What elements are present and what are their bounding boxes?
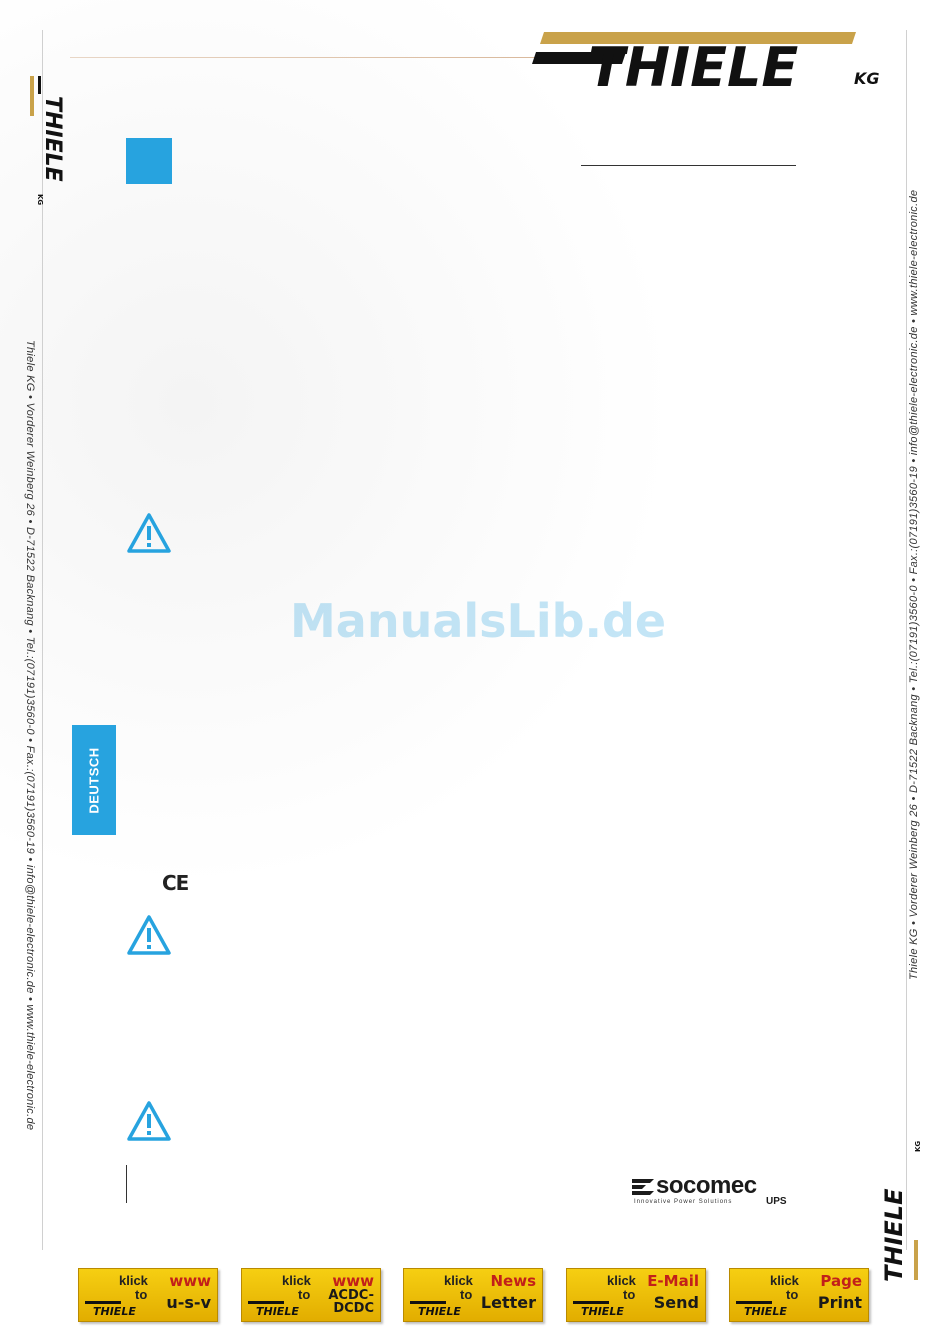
banner-www-acdc[interactable]	[241, 1268, 381, 1322]
side-contact-text-left: Thiele KG • Vorderer Weinberg 26 • D-71522 Backnang • Tel.:(07191)3560-0 • Fax.:(07191)3560-19 • info@thiele-electronic.de • www.thiele-electronic.de	[24, 340, 36, 1131]
left-logo-name: THIELE	[40, 96, 65, 182]
warning-icon	[126, 1100, 172, 1142]
socomec-ups: UPS	[766, 1196, 787, 1207]
banner-to: to	[298, 1287, 311, 1302]
banner-line1: E-Mail	[647, 1272, 699, 1290]
banner-klick: klick	[444, 1273, 473, 1288]
header-line	[581, 165, 796, 166]
banner-newsletter[interactable]	[403, 1268, 543, 1322]
right-logo-name: THIELE	[880, 1188, 908, 1282]
svg-text:THIELE: THIELE	[418, 1305, 461, 1318]
banner-line2: Print	[817, 1293, 862, 1312]
left-frame-line	[42, 30, 43, 1250]
banner-to: to	[786, 1287, 799, 1302]
banner-line1: News	[490, 1272, 536, 1290]
banner-email[interactable]	[566, 1268, 706, 1322]
side-contact-text-right: Thiele KG • Vorderer Weinberg 26 • D-71522 Backnang • Tel.:(07191)3560-0 • Fax.:(07191)3560-19 • info@thiele-electronic.de • www.thiele-electronic.de	[908, 189, 920, 980]
language-tab-label-wrap	[72, 725, 116, 835]
top-rule	[70, 57, 540, 58]
footer-divider	[126, 1165, 127, 1203]
banner-line1: Page	[820, 1272, 862, 1290]
ce-mark: CE	[162, 871, 189, 895]
thiele-logo-vertical-right	[880, 1136, 924, 1284]
watermark: ManualsLib.de	[290, 594, 667, 648]
language-tab-label: DEUTSCH	[86, 746, 102, 814]
svg-text:THIELE: THIELE	[93, 1305, 136, 1318]
banner-www-usv[interactable]	[78, 1268, 218, 1322]
banner-line1: www	[169, 1272, 211, 1290]
thiele-logo-vertical-left	[24, 72, 65, 212]
banner-klick: klick	[282, 1273, 311, 1288]
chapter-marker	[126, 138, 172, 184]
banner-klick: klick	[119, 1273, 148, 1288]
left-logo-suffix: KG	[36, 194, 44, 206]
thiele-logo	[536, 30, 886, 99]
logo-lettering	[588, 36, 798, 99]
banner-line2: Send	[653, 1293, 699, 1312]
banner-line1: www	[332, 1272, 374, 1290]
svg-text:THIELE: THIELE	[581, 1305, 624, 1318]
socomec-stripes-icon	[632, 1179, 654, 1195]
banner-line2: ACDC-DCDC	[328, 1288, 374, 1316]
banner-to: to	[135, 1287, 148, 1302]
banner-to: to	[623, 1287, 636, 1302]
svg-text:THIELE: THIELE	[256, 1305, 299, 1318]
warning-icon	[126, 512, 172, 554]
svg-text:THIELE: THIELE	[744, 1305, 787, 1318]
logo-suffix-text: KG	[854, 69, 880, 88]
right-logo-suffix: KG	[914, 1140, 922, 1152]
banner-klick: klick	[770, 1273, 799, 1288]
logo-name-text: THIELE	[588, 36, 799, 99]
banner-to: to	[460, 1287, 473, 1302]
banner-line2: u-s-v	[166, 1293, 211, 1312]
banner-page-print[interactable]	[729, 1268, 869, 1322]
socomec-logo	[632, 1172, 802, 1212]
warning-icon	[126, 914, 172, 956]
right-frame-line	[906, 30, 907, 1250]
banner-line2: Letter	[480, 1293, 536, 1312]
banner-klick: klick	[607, 1273, 636, 1288]
socomec-wordmark: socomec	[656, 1172, 757, 1199]
socomec-tagline: Innovative Power Solutions	[634, 1199, 733, 1205]
